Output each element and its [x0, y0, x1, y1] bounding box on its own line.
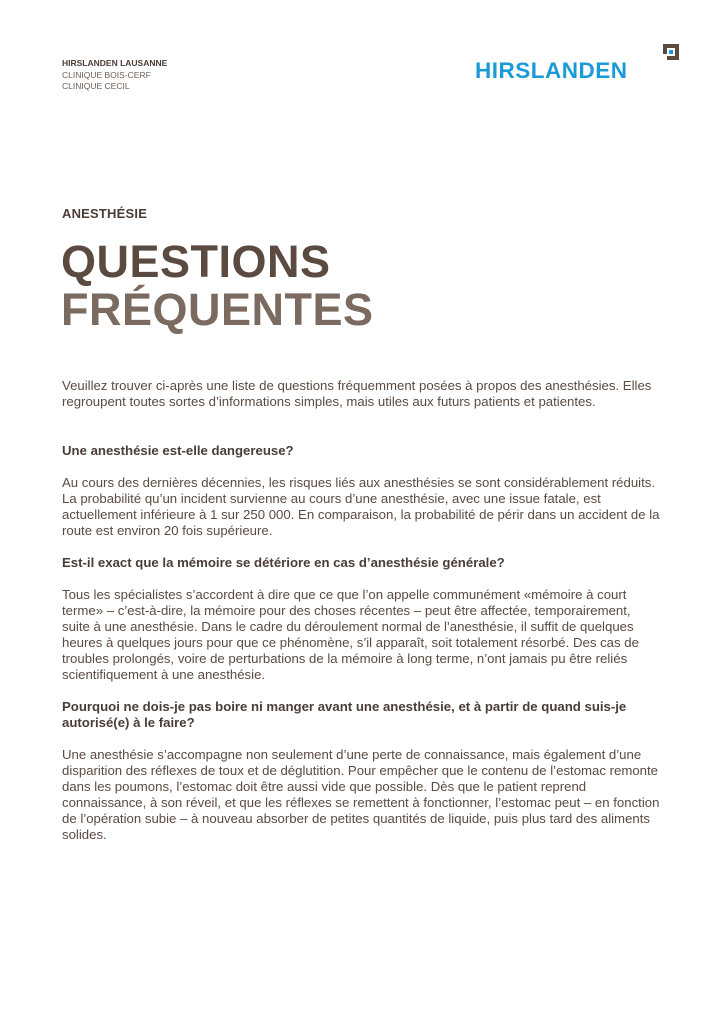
title-line-1: QUESTIONS	[61, 236, 331, 287]
faq-question: Pourquoi ne dois-je pas boire ni manger avant une anesthésie, et à partir de quand suis-je autorisé(e) à le faire?	[62, 699, 627, 730]
faq-answer: Tous les spécialistes s’accordent à dire que ce que l’on appelle communément «mémoire à court terme» – c’est-à-dire, la mémoire pour des choses récentes – peut être affectée, temporairement, suite à une anesthésie. Dans le cadre du déroulement normal de l’anesthésie, il suffit de quelques heures à quelques jours pour que ce phénomène, s’il apparaît, soit totalement résorbé. Des cas de troubles prolongés, voire de perturbations de la mémoire à long terme, n’ont jamais pu être reliés scientifiquement à une anesthésie.	[62, 587, 639, 682]
document-body	[62, 378, 662, 859]
org-name: HIRSLANDEN LAUSANNE	[62, 58, 168, 68]
hirslanden-logo	[475, 40, 687, 84]
intro-paragraph: Veuillez trouver ci-après une liste de questions fréquemment posées à propos des anesthésies. Elles regroupent toutes sortes d’informations simples, mais utiles aux futurs patients et patientes.	[62, 378, 652, 409]
page-title	[61, 238, 374, 334]
clinic-name-1: CLINIQUE BOIS-CERF	[62, 69, 151, 80]
faq-question: Est-il exact que la mémoire se détériore en cas d’anesthésie générale?	[62, 555, 505, 570]
faq-answer: Une anesthésie s’accompagne non seulement d’une perte de connaissance, mais également d’une disparition des réflexes de toux et de déglutition. Pour empêcher que le contenu de l’estomac remonte dans les poumons, l’estomac doit être aussi vide que possible. Dès que le patient reprend connaissance, à son réveil, et que les réflexes se remettent à fonctionner, l’estomac peut – en fonction de l’opération subie – à nouveau absorber de petites quantités de liquide, puis plus tard des aliments solides.	[62, 747, 660, 842]
logo-mark-icon	[661, 42, 681, 62]
faq-answer: Au cours des dernières décennies, les risques liés aux anesthésies se sont considérablement réduits. La probabilité qu’un incident survienne au cours d’une anesthésie, avec une issue fatale, est actuellement inférieure à 1 sur 250 000. En comparaison, la probabilité de périr dans un accident de la route est environ 20 fois supérieure.	[62, 475, 660, 538]
clinic-header	[62, 58, 167, 93]
logo-text: HIRSLANDEN	[475, 58, 628, 83]
title-line-2: FRÉQUENTES	[61, 284, 374, 335]
faq-question: Une anesthésie est-elle dangereuse?	[62, 443, 294, 458]
clinic-name-2: CLINIQUE CECIL	[62, 81, 130, 91]
section-label: ANESTHÉSIE	[62, 206, 148, 221]
